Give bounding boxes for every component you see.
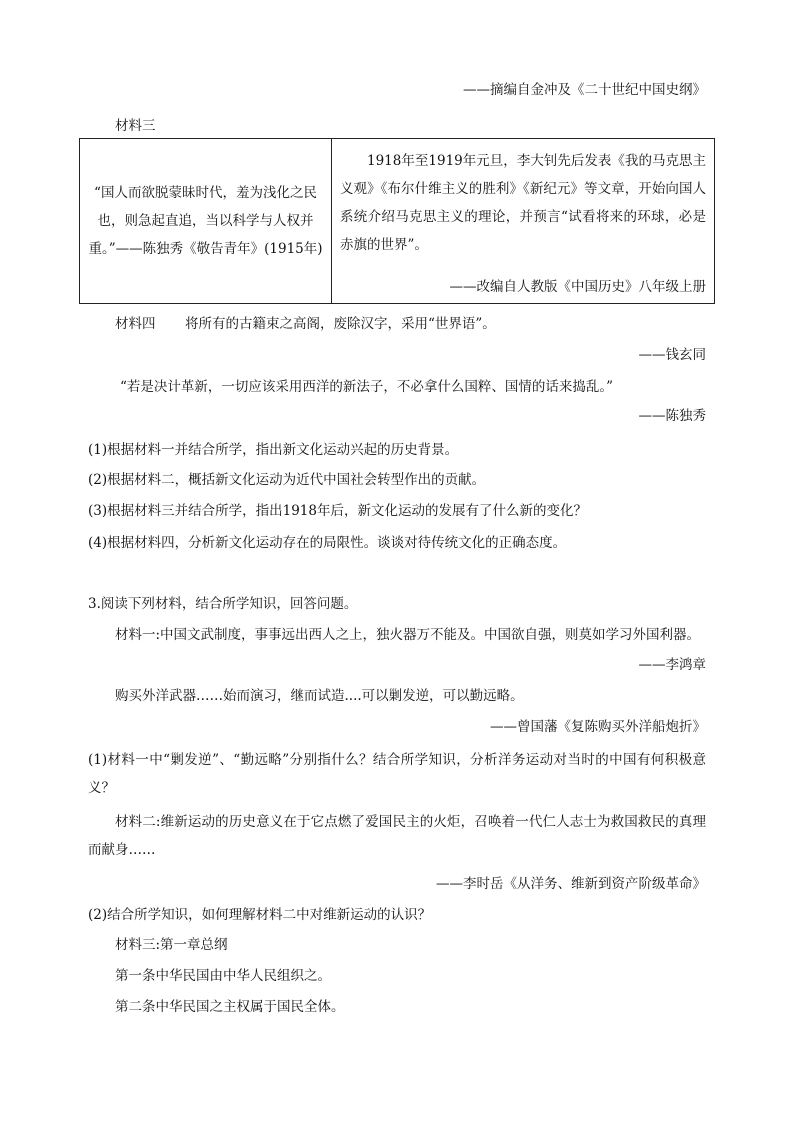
question-3: (3)根据材料三并结合所学，指出1918年后，新文化运动的发展有了什么新的变化？ — [88, 503, 587, 519]
material-four-quote: “若是决计革新，一切应该采用西洋的新法子，不必拿什么国粹、国情的话来捣乱。” — [120, 379, 614, 395]
table-source: ——改编自人教版《中国历史》八年级上册 — [449, 279, 706, 295]
source-li-hongzhang: ——李鸿章 — [638, 657, 706, 673]
source-citation: ——摘编自金冲及《二十世纪中国史纲》 — [463, 82, 706, 98]
section-3-question-1: (1)材料一中“剿发逆”、“勤远略”分别指什么？结合所学知识，分析洋务运动对当时的中国有何积极意义？ — [88, 752, 706, 796]
question-2: (2)根据材料二，概括新文化运动为近代中国社会转型作出的贡献。 — [88, 472, 486, 488]
section-3-material-three: 材料三:第一章总纲 — [115, 937, 228, 953]
chen-duxiu-quote: “国人而欲脱蒙昧时代，羞为浅化之民也，则急起直追，当以科学与人权并重。”——陈独秀《敬告青年》(1915年) — [88, 185, 323, 257]
table-cell-right — [332, 139, 714, 303]
material-four-text: 将所有的古籍束之高阁，废除汉字，采用“世界语”。 — [185, 316, 496, 332]
material-three-label: 材料三 — [115, 118, 156, 134]
section-3-material-one: 材料一:中国文武制度，事事远出西人之上，独火器万不能及。中国欲自强，则莫如学习外国利器。 — [115, 627, 701, 643]
source-zeng-guofan: ——曾国藩《复陈购买外洋船炮折》 — [490, 719, 706, 735]
question-4: (4)根据材料四，分析新文化运动存在的局限性。谈谈对待传统文化的正确态度。 — [88, 535, 567, 551]
section-3-material-one-b: 购买外洋武器……始而演习，继而试造....可以剿发逆，可以勤远略。 — [115, 688, 524, 704]
source-qian-xuantong: ——钱玄同 — [638, 347, 706, 363]
article-2: 第二条中华民国之主权属于国民全体。 — [115, 999, 345, 1015]
section-3-material-two: 材料二:维新运动的历史意义在于它点燃了爱国民主的火炬，召唤着一代仁人志士为救国救民的真理而献身…… — [88, 814, 706, 858]
section-3-question-2: (2)结合所学知识，如何理解材料二中对维新运动的认识？ — [88, 907, 432, 923]
material-four-label: 材料四 — [115, 316, 156, 332]
article-1: 第一条中华民国由中华人民组织之。 — [115, 968, 331, 984]
table-cell-left — [80, 139, 332, 303]
li-dazhao-paragraph: 1918年至1919年元旦，李大钊先后发表《我的马克思主义观》《布尔什维主义的胜利》《新纪元》等文章，开始向国人系统介绍马克思主义的理论，并预言“试看将来的环球，必是赤旗的世界”。 — [340, 153, 706, 253]
source-li-shiyue: ——李时岳《从洋务、维新到资产阶级革命》 — [436, 876, 706, 892]
question-1: (1)根据材料一并结合所学，指出新文化运动兴起的历史背景。 — [88, 442, 459, 458]
section-3-title: 3.阅读下列材料，结合所学知识，回答问题。 — [88, 596, 358, 612]
source-chen-duxiu: ——陈独秀 — [638, 408, 706, 424]
material-three-table — [79, 138, 715, 304]
